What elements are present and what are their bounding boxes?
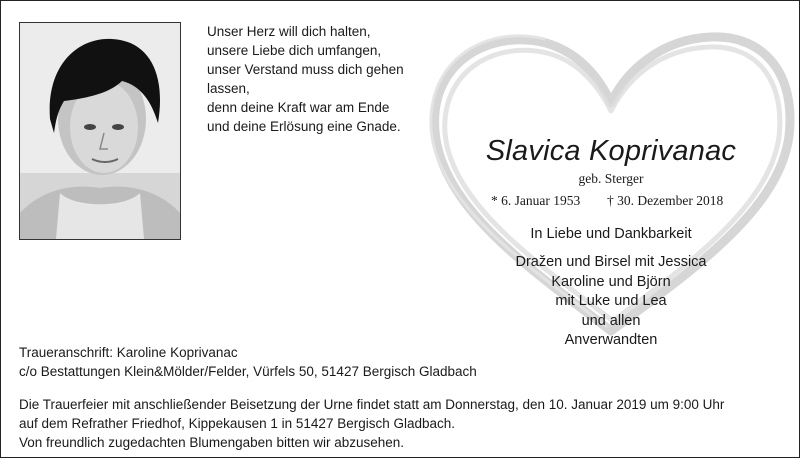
poem-line: unsere Liebe dich umfangen,: [207, 43, 382, 58]
funeral-notice: [19, 395, 789, 452]
mourner-line: und allen: [581, 312, 641, 329]
mourners-list: [421, 253, 800, 351]
poem: [207, 22, 427, 136]
death-date: † 30. Dezember 2018: [607, 193, 724, 208]
mourner-line: Dražen und Birsel mit Jessica: [515, 254, 707, 270]
mourners-intro: In Liebe und Dankbarkeit: [530, 226, 692, 242]
birth-name: geb. Sterger: [578, 171, 644, 186]
address-line: c/o Bestattungen Klein&Mölder/Felder, Vürfels 50, 51427 Bergisch Gladbach: [19, 364, 477, 379]
poem-line: Unser Herz will dich halten,: [207, 24, 371, 39]
poem-line: denn deine Kraft war am Ende: [207, 100, 390, 115]
notice-line: auf dem Refrather Friedhof, Kippekausen 1 in 51427 Bergisch Gladbach.: [19, 416, 456, 431]
notice-line: Von freundlich zugedachten Blumengaben bitten wir abzusehen.: [19, 435, 405, 450]
portrait-photo: [19, 22, 181, 240]
mourner-line: mit Luke und Lea: [555, 293, 667, 309]
poem-line: unser Verstand muss dich gehen: [207, 62, 404, 77]
poem-line: und deine Erlösung eine Gnade.: [207, 119, 401, 134]
address-line: Traueranschrift: Karoline Koprivanac: [19, 345, 238, 360]
notice-line: Die Trauerfeier mit anschließender Beisetzung der Urne findet statt am Donnerstag, den 10. Januar 2019 um 9:00 Uhr: [19, 397, 725, 412]
poem-line: lassen,: [207, 81, 250, 96]
deceased-name: Slavica Koprivanac: [485, 135, 737, 167]
birth-date: * 6. Januar 1953: [491, 193, 581, 208]
mourner-line: Karoline und Björn: [551, 273, 671, 290]
mourning-address: [19, 343, 619, 381]
mourner-line: Anverwandten: [564, 332, 658, 348]
